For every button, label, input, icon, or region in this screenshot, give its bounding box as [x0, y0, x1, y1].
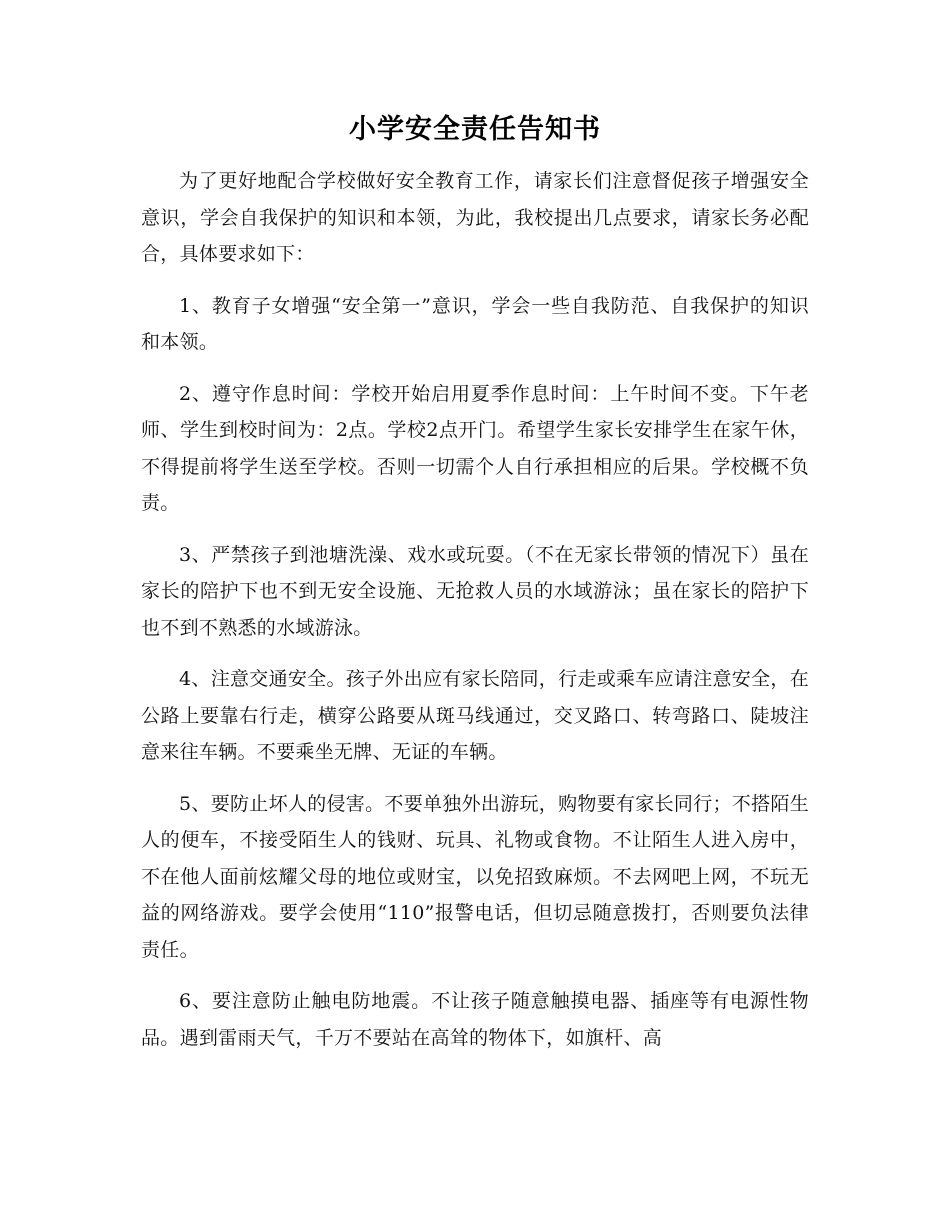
intro-paragraph: 为了更好地配合学校做好安全教育工作，请家长们注意督促孩子增强安全意识，学会自我保护的知识和本领，为此，我校提出几点要求，请家长务必配合，具体要求如下： [141, 170, 809, 265]
requirement-5-paragraph: 5、要防止坏人的侵害。不要单独外出游玩，购物要有家长同行；不搭陌生人的便车，不接受陌生人的钱财、玩具、礼物或食物。不让陌生人进入房中，不在他人面前炫耀父母的地位或财宝，以免招致麻烦。不去网吧上网，不玩无益的网络游戏。要学会使用“110”报警电话，但切忌随意拨打，否则要负法律责任。 [141, 792, 809, 961]
requirement-3-paragraph: 3、严禁孩子到池塘洗澡、戏水或玩耍。（不在无家长带领的情况下）虽在家长的陪护下也不到无安全设施、无抢救人员的水域游泳；虽在家长的陪护下也不到不熟悉的水域游泳。 [141, 543, 809, 639]
requirement-6-paragraph: 6、要注意防止触电防地震。不让孩子随意触摸电器、插座等有电源性物品。遇到雷雨天气，千万不要站在高耸的物体下，如旗杆、高 [141, 990, 809, 1049]
requirement-4-paragraph: 4、注意交通安全。孩子外出应有家长陪同，行走或乘车应请注意安全，在公路上要靠右行走，横穿公路要从斑马线通过，交叉路口、转弯路口、陡坡注意来往车辆。不要乘坐无牌、无证的车辆。 [141, 668, 809, 763]
document-title: 小学安全责任告知书 [349, 114, 601, 145]
requirement-1-paragraph: 1、教育子女增强“安全第一”意识，学会一些自我防范、自我保护的知识和本领。 [141, 294, 809, 353]
requirement-2-paragraph: 2、遵守作息时间：学校开始启用夏季作息时间：上午时间不变。下午老师、学生到校时间为：2点。学校2点开门。希望学生家长安排学生在家午休，不得提前将学生送至学校。否则一切需个人自行承担相应的后果。学校概不负责。 [141, 382, 809, 514]
document-body [141, 163, 809, 1056]
